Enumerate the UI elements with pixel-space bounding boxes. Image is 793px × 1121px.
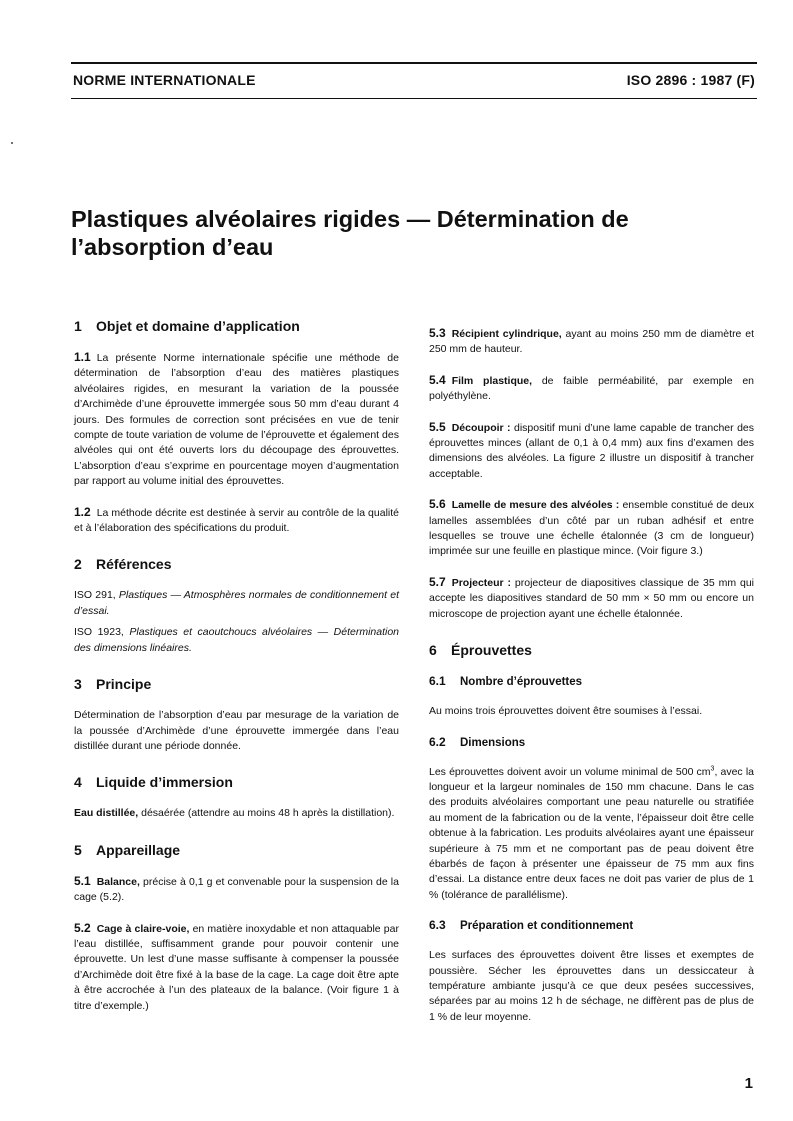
subsection-heading-6-2: 6.2 Dimensions [429,734,526,749]
clause-1-2: 1.2 La méthode décrite est destinée à servir au contrôle de la qualité et à l’élaboration des spécifications du produit. [74,504,399,535]
principle-paragraph: Détermination de l’absorption d’eau par mesurage de la variation de la poussée d’Archimède d’une éprouvette immergée dans l’eau distillée durant une période donnée. [74,709,399,752]
reference-iso-1923: ISO 1923, Plastiques et caoutchoucs alvéolaires — Détermination des dimensions linéaires. [74,626,400,654]
dimensions-paragraph: Les éprouvettes doivent avoir un volume minimal de 500 $cm^3$, avec la longueur et la largeur nominales de 150 mm chacune. Dans le cas des produits alvéolaires comportant une peau naturelle ou stratifiée au moment de la fabrication ou de la vente, l’épaisseur doit être celle obtenue à la fabrication. Les produits alvéolaires ayant une épaisseur supérieure à 75 mm et ne comportant pas de peau doivent être ébarbés de façon à présenter une épaisseur de 75 mm aux fins d’essai. La distance entre deux faces ne doit pas varier de plus de 1 % (tolérance de parallélisme). [429,765,754,901]
clause-5-7: 5.7 Projecteur : projecteur de diapositives classique de 35 mm qui accepte les diapositives standard de 50 mm × 50 mm ou encore un microscope de projection ayant une échelle étalonnée. [429,574,754,620]
reference-iso-291: ISO 291, Plastiques — Atmosphères normales de conditionnement et d’essai. [74,589,399,617]
header-standard-number: ISO 2896 : 1987 (F) [626,72,755,88]
section-heading-4: 4 Liquide d’immersion [74,774,233,791]
left-column [74,318,399,1014]
clause-5-5: 5.5 Découpoir : dispositif muni d’une lame capable de trancher des éprouvettes minces (allant de 0,1 à 0,4 mm) aux fins d’examen des dimensions des alvéoles. La figure 2 illustre un dispositif à trancher acceptable. [429,419,754,480]
immersion-liquid-paragraph: Eau distillée, désaérée (attendre au moins 48 h après la distillation). [74,807,395,820]
title-line-2: l’absorption d’eau [71,234,274,260]
section-heading-5: 5 Appareillage [74,841,181,858]
clause-5-3: 5.3 Récipient cylindrique, ayant au moins 250 mm de diamètre et 250 mm de hauteur. [429,326,754,356]
section-heading-6: 6 Éprouvettes [429,642,532,659]
scan-speck [11,142,13,144]
header-standard-type: NORME INTERNATIONALE [73,72,256,88]
specimen-count-paragraph: Au moins trois éprouvettes doivent être soumises à l’essai. [429,705,703,718]
document-title [71,205,751,261]
header-bottom-rule [71,98,757,99]
header-top-rule [71,62,757,64]
title-line-1: Plastiques alvéolaires rigides — Détermination de [71,206,629,232]
subsection-heading-6-1: 6.1 Nombre d’éprouvettes [429,674,583,689]
conditioning-paragraph: Les surfaces des éprouvettes doivent être lisses et exemptes de poussière. Sécher les éprouvettes dans un dessiccateur à température ambiante jusqu’à ce que deux pesées successives, séparées par au moins 12 h de séchage, ne diffèrent pas de plus de 1 % de leur moyenne. [429,949,754,1023]
clause-1-1: 1.1 La présente Norme internationale spécifie une méthode de détermination de l’absorption d’eau des matières plastiques alvéolaires rigides, en mesurant la variation de la poussée d’Archimède d’une éprouvette immergée sous 50 mm d’eau durant 4 jours. Des formules de correction sont précisées en vue de tenir compte de toute variation de volume de l’éprouvette et également des alvéoles qui ont été ouverts lors du découpage des éprouvettes. L’absorption d’eau s’exprime en pourcentage moyen d’augmentation par rapport au volume initial des éprouvettes. [74,350,399,488]
section-heading-1: 1 Objet et domaine d’application [74,318,300,334]
subsection-heading-6-3: 6.3 Préparation et conditionnement [429,918,634,933]
section-heading-2: 2 Références [74,556,172,573]
page-number: 1 [744,1075,753,1092]
clause-5-6: 5.6 Lamelle de mesure des alvéoles : ensemble constitué de deux lamelles assemblées d’un côté par un ruban adhésif et entre lesquelles se trouve une échelle étalonnée (3 cm de longueur) imprimée sur une feuille en plastique mince. (Voir figure 3.) [429,497,754,558]
clause-5-4: 5.4 Film plastique, de faible perméabilité, par exemple en polyéthylène. [429,372,755,403]
right-column [429,326,754,1025]
clause-5-1: 5.1 Balance, précise à 0,1 g et convenable pour la suspension de la cage (5.2). [74,873,399,904]
clause-5-2: 5.2 Cage à claire-voie, en matière inoxydable et non attaquable par l’eau distillée, suffisamment grande pour pouvoir contenir une éprouvette. Un lest d’une masse suffisante à compenser la poussée d’Archimède doit être fixé à la base de la cage. La cage doit être apte à être accrochée à l’un des plateaux de la balance. (Voir figure 1 à titre d’exemple.) [74,920,399,1012]
section-heading-3: 3 Principe [74,676,152,693]
